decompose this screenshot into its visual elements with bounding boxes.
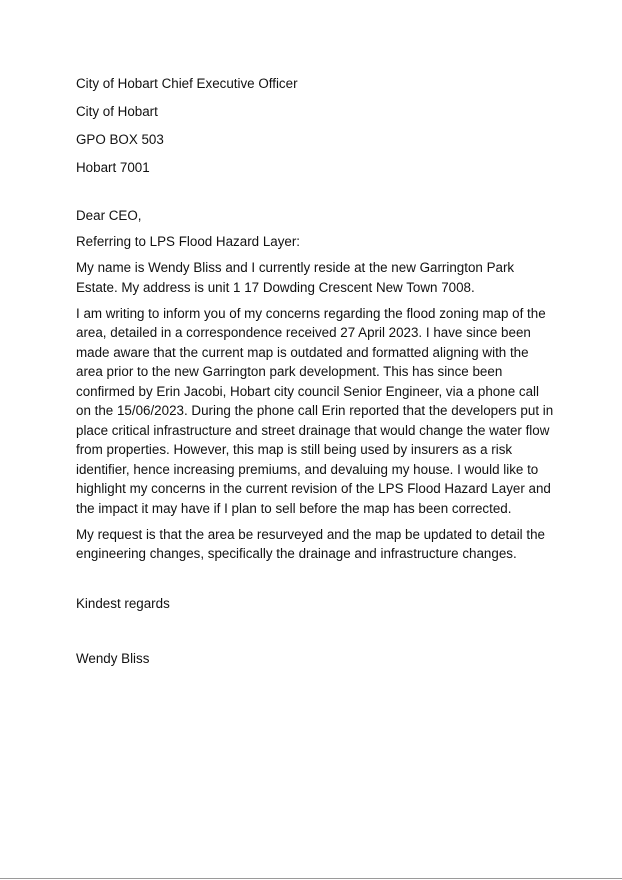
address-line-city-postcode: Hobart 7001 bbox=[76, 160, 150, 175]
spacer bbox=[76, 186, 556, 206]
letter-body bbox=[76, 74, 556, 675]
paragraph-concerns: I am writing to inform you of my concerns regarding the flood zoning map of the area, detailed in a correspondence received 27 April 2023. I have since been made aware that the current map is outdated and formatted aligning with the area prior to the new Garrington park development. This has since been confirmed by Erin Jacobi, Hobart city council Senior Engineer, via a phone call on the 15/06/2023. During the phone call Erin reported that the developers put in place critical infrastructure and street drainage that would change the water flow from properties. However, this map is still being used by insurers as a risk identifier, hence increasing premiums, and devaluing my house. I would like to highlight my concerns in the current revision of the LPS Flood Hazard Layer and the impact it may have if I plan to sell before the map has been corrected. bbox=[76, 305, 554, 516]
paragraph-introduction: My name is Wendy Bliss and I currently reside at the new Garrington Park Estate. My address is unit 1 17 Dowding Crescent New Town 7008. bbox=[76, 260, 515, 295]
address-line-recipient-title: City of Hobart Chief Executive Officer bbox=[76, 76, 298, 91]
address-line-po-box: GPO BOX 503 bbox=[76, 132, 164, 147]
subject-line: Referring to LPS Flood Hazard Layer: bbox=[76, 234, 301, 249]
address-line-organisation: City of Hobart bbox=[76, 104, 158, 119]
closing: Kindest regards bbox=[76, 595, 170, 611]
recipient-address bbox=[76, 74, 556, 178]
signature-name: Wendy Bliss bbox=[76, 651, 150, 666]
salutation: Dear CEO, bbox=[76, 208, 142, 223]
paragraph-request: My request is that the area be resurveyed and the map be updated to detail the engineering changes, specifically the drainage and infrastructure changes. bbox=[76, 526, 545, 561]
